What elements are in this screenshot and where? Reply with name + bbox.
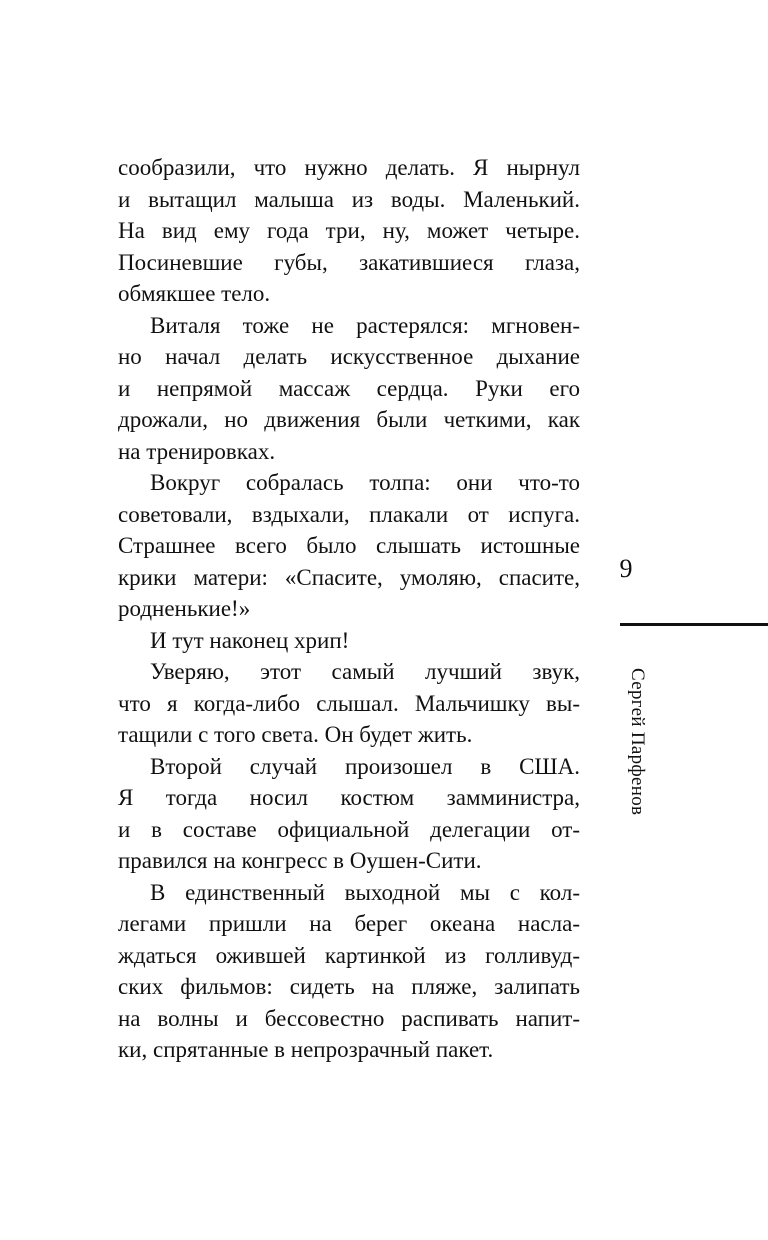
text-line: что я когда-либо слышал. Мальчишку вы- xyxy=(118,690,580,716)
text-line: и непрямой массаж сердца. Руки его xyxy=(118,375,580,401)
body-text xyxy=(118,152,580,1066)
text-line: Посиневшие губы, закатившиеся глаза, xyxy=(118,249,580,275)
text-line: но начал делать искусственное дыхание xyxy=(118,344,580,369)
text-line: легами пришли на берег океана насла- xyxy=(118,911,580,936)
text-line: И тут наконец хрип! xyxy=(150,627,350,653)
text-line: Виталя тоже не растерялся: мгновен- xyxy=(150,312,580,338)
text-line: На вид ему года три, ну, может четыре. xyxy=(118,218,580,243)
text-line: Уверяю, этот самый лучший звук, xyxy=(150,659,580,684)
page-number: 9 xyxy=(619,554,633,583)
text-line: правился на конгресс в Оушен-Сити. xyxy=(118,848,482,873)
text-line: советовали, вздыхали, плакали от испуга. xyxy=(118,501,580,527)
text-line: ских фильмов: сидеть на пляже, залипать xyxy=(118,974,580,999)
text-line: ки, спрятанные в непрозрачный пакет. xyxy=(118,1037,494,1062)
text-line: и в составе официальной делегации от- xyxy=(118,816,580,842)
text-line: на тренировках. xyxy=(118,438,276,464)
text-line: Я тогда носил костюм замминистра, xyxy=(118,785,580,810)
margin-rule xyxy=(620,623,768,626)
text-line: крики матери: «Спасите, умоляю, спасите, xyxy=(118,564,580,590)
text-line: Вокруг собралась толпа: они что-то xyxy=(150,470,580,495)
text-line: сообразили, что нужно делать. Я нырнул xyxy=(118,155,580,180)
text-line: тащили с того света. Он будет жить. xyxy=(118,722,473,747)
text-line: дрожали, но движения были четкими, как xyxy=(118,407,580,432)
text-line: Страшнее всего было слышать истошные xyxy=(118,533,580,558)
text-line: Второй случай произошел в США. xyxy=(150,753,580,779)
text-line: родненькие!» xyxy=(118,596,251,621)
text-line: на волны и бессовестно распивать напит- xyxy=(118,1005,580,1031)
text-line: обмякшее тело. xyxy=(118,281,271,306)
text-line: и вытащил малыша из воды. Маленький. xyxy=(118,186,580,212)
text-line: ждаться ожившей картинкой из голливуд- xyxy=(118,942,580,968)
text-line: В единственный выходной мы с кол- xyxy=(150,879,580,905)
running-head-author: Сергей Парфенов xyxy=(627,668,648,816)
